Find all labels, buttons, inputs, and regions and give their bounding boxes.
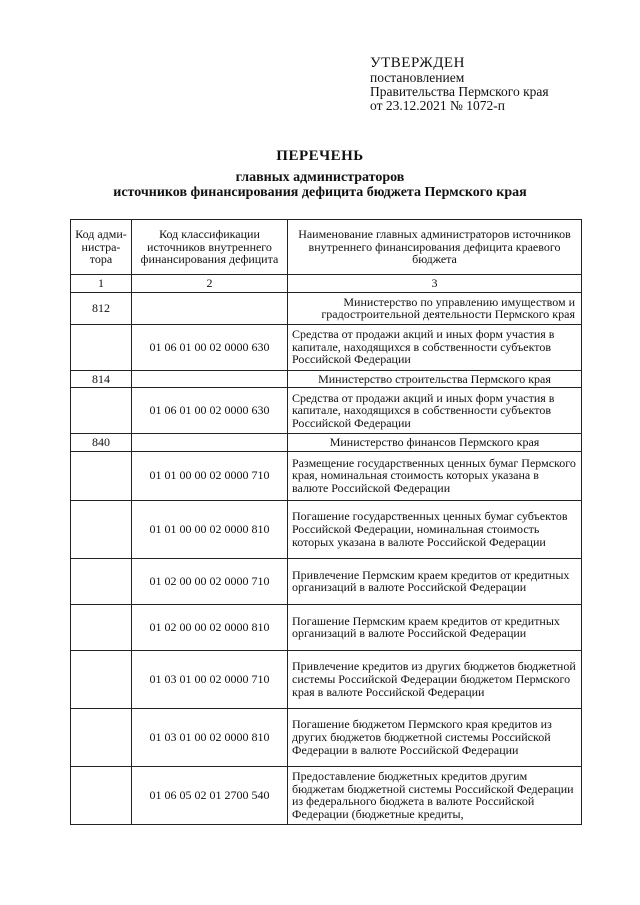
- classification-code-cell: 01 06 01 00 02 0000 630: [132, 324, 288, 370]
- admin-code-cell: [71, 500, 132, 558]
- admin-code-cell: 812: [71, 292, 132, 324]
- table-row: [71, 766, 582, 824]
- column-number: 1: [71, 275, 132, 293]
- administrators-table: [70, 219, 582, 825]
- title-main: ПЕРЕЧЕНЬ: [276, 148, 364, 164]
- admin-code-cell: [71, 708, 132, 766]
- admin-code-cell: [71, 451, 132, 500]
- document-title: [60, 149, 580, 200]
- title-subtitle-1: главных администраторов: [235, 170, 405, 185]
- table-row: [71, 708, 582, 766]
- header-classification-code: Код классификации источников внутреннего финансирования дефицита: [132, 220, 288, 275]
- classification-code-cell: 01 02 00 00 02 0000 810: [132, 604, 288, 650]
- administrator-name-cell: Министерство по управлению имуществом и градостроительной деятельности Пермского края: [288, 292, 582, 324]
- source-name-cell: Привлечение Пермским краем кредитов от кредитных организаций в валюте Российской Федерации: [288, 558, 582, 604]
- classification-code-cell: [132, 434, 288, 452]
- administrator-name-cell: Министерство финансов Пермского края: [288, 434, 582, 452]
- table-row: [71, 434, 582, 452]
- classification-code-cell: [132, 292, 288, 324]
- classification-code-cell: 01 02 00 00 02 0000 710: [132, 558, 288, 604]
- approval-block: [370, 55, 620, 113]
- source-name-cell: Предоставление бюджетных кредитов другим бюджетам бюджетной системы Российской Федерации из федерального бюджета в валюте Российской Федерации (бюджетные кредиты,: [288, 766, 582, 824]
- table-row: [71, 558, 582, 604]
- admin-code-cell: [71, 558, 132, 604]
- source-name-cell: Погашение Пермским краем кредитов от кредитных организаций в валюте Российской Федерации: [288, 604, 582, 650]
- classification-code-cell: 01 03 01 00 02 0000 810: [132, 708, 288, 766]
- header-admin-code: Код адми-нистра-тора: [71, 220, 132, 275]
- admin-code-cell: 814: [71, 370, 132, 388]
- source-name-cell: Погашение бюджетом Пермского края кредитов из других бюджетов бюджетной системы Российской Федерации в валюте Российской Федерации: [288, 708, 582, 766]
- classification-code-cell: 01 06 05 02 01 2700 540: [132, 766, 288, 824]
- table-row: [71, 292, 582, 324]
- admin-code-cell: [71, 324, 132, 370]
- header-administrator-name: Наименование главных администраторов источников внутреннего финансирования дефицита краевого бюджета: [288, 220, 582, 275]
- source-name-cell: Средства от продажи акций и иных форм участия в капитале, находящихся в собственности субъектов Российской Федерации: [288, 388, 582, 434]
- table-row: [71, 324, 582, 370]
- classification-code-cell: 01 03 01 00 02 0000 710: [132, 650, 288, 708]
- table-row: [71, 500, 582, 558]
- column-number: 2: [132, 275, 288, 293]
- column-number: 3: [288, 275, 582, 293]
- admin-code-cell: [71, 650, 132, 708]
- approval-line: Правительства Пермского края: [370, 84, 549, 99]
- administrator-name-cell: Министерство строительства Пермского края: [288, 370, 582, 388]
- admin-code-cell: 840: [71, 434, 132, 452]
- source-name-cell: Погашение государственных ценных бумаг субъектов Российской Федерации, номинальная стоимость которых указана в валюте Российской Федерации: [288, 500, 582, 558]
- approval-line: постановлением: [370, 70, 465, 85]
- table-row: [71, 370, 582, 388]
- title-subtitle-2: источников финансирования дефицита бюджета Пермского края: [113, 185, 527, 200]
- classification-code-cell: 01 06 01 00 02 0000 630: [132, 388, 288, 434]
- admin-code-cell: [71, 388, 132, 434]
- table-header-row: [71, 220, 582, 275]
- source-name-cell: Привлечение кредитов из других бюджетов бюджетной системы Российской Федерации бюджетом Пермского края в валюте Российской Федерации: [288, 650, 582, 708]
- admin-code-cell: [71, 604, 132, 650]
- classification-code-cell: 01 01 00 00 02 0000 710: [132, 451, 288, 500]
- column-number-row: [71, 275, 582, 293]
- table-row: [71, 388, 582, 434]
- table-row: [71, 451, 582, 500]
- table-row: [71, 604, 582, 650]
- approval-heading: УТВЕРЖДЕН: [370, 55, 465, 71]
- classification-code-cell: [132, 370, 288, 388]
- source-name-cell: Размещение государственных ценных бумаг Пермского края, номинальная стоимость которых указана в валюте Российской Федерации: [288, 451, 582, 500]
- admin-code-cell: [71, 766, 132, 824]
- source-name-cell: Средства от продажи акций и иных форм участия в капитале, находящихся в собственности субъектов Российской Федерации: [288, 324, 582, 370]
- classification-code-cell: 01 01 00 00 02 0000 810: [132, 500, 288, 558]
- approval-line: от 23.12.2021 № 1072-п: [370, 98, 505, 113]
- table-body: [71, 292, 582, 824]
- table-row: [71, 650, 582, 708]
